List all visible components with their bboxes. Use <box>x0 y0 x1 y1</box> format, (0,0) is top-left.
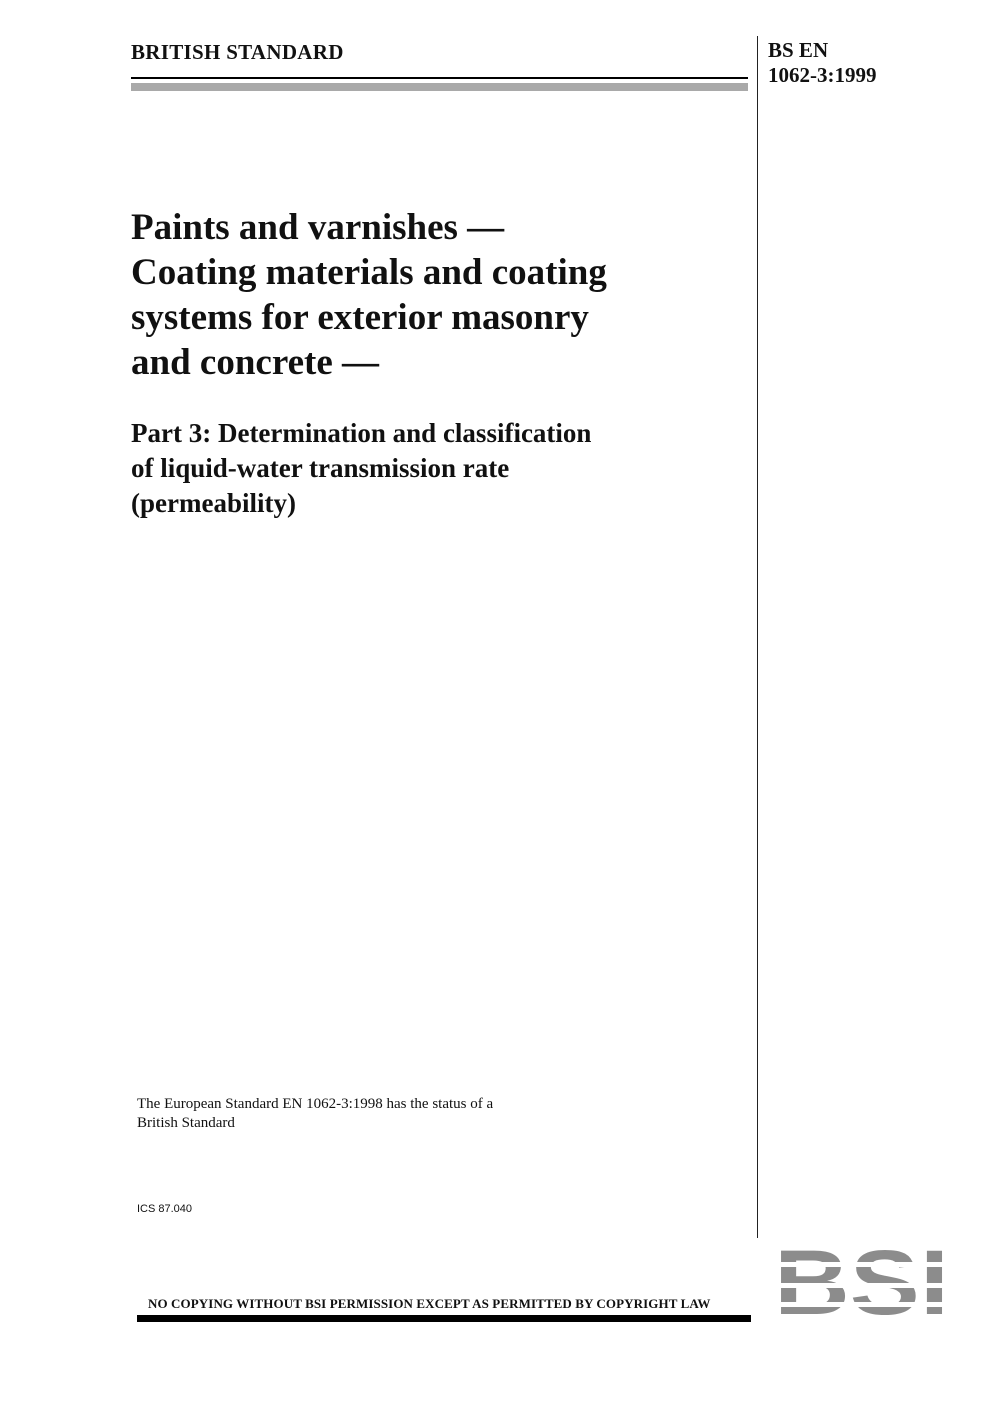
standard-number-line-2: 1062-3:1999 <box>768 63 877 87</box>
title-line-2: Coating materials and coating <box>131 252 607 293</box>
status-note <box>137 1095 493 1133</box>
status-note-line-2: British Standard <box>137 1115 235 1131</box>
title-line-3: systems for exterior masonry <box>131 297 589 338</box>
subtitle-line-3: (permeability) <box>131 488 296 518</box>
bsi-logo <box>774 1244 949 1322</box>
document-title <box>131 205 741 385</box>
title-line-4: and concrete — <box>131 342 379 383</box>
ics-code: ICS 87.040 <box>137 1203 193 1215</box>
header-rule-gray <box>131 83 748 91</box>
header-rule-black <box>131 77 748 79</box>
standard-number-line-1: BS EN <box>768 38 829 62</box>
copyright-notice: NO COPYING WITHOUT BSI PERMISSION EXCEPT AS PERMITTED BY COPYRIGHT LAW <box>148 1296 711 1311</box>
part-subtitle <box>131 416 741 521</box>
column-divider <box>757 36 758 1238</box>
document-series-label: BRITISH STANDARD <box>131 40 344 64</box>
footer-rule <box>137 1315 751 1322</box>
standard-number <box>768 38 877 88</box>
subtitle-line-1: Part 3: Determination and classification <box>131 418 592 448</box>
title-line-1: Paints and varnishes — <box>131 207 505 248</box>
status-note-line-1: The European Standard EN 1062-3:1998 has the status of a <box>137 1096 494 1112</box>
subtitle-line-2: of liquid-water transmission rate <box>131 453 510 483</box>
